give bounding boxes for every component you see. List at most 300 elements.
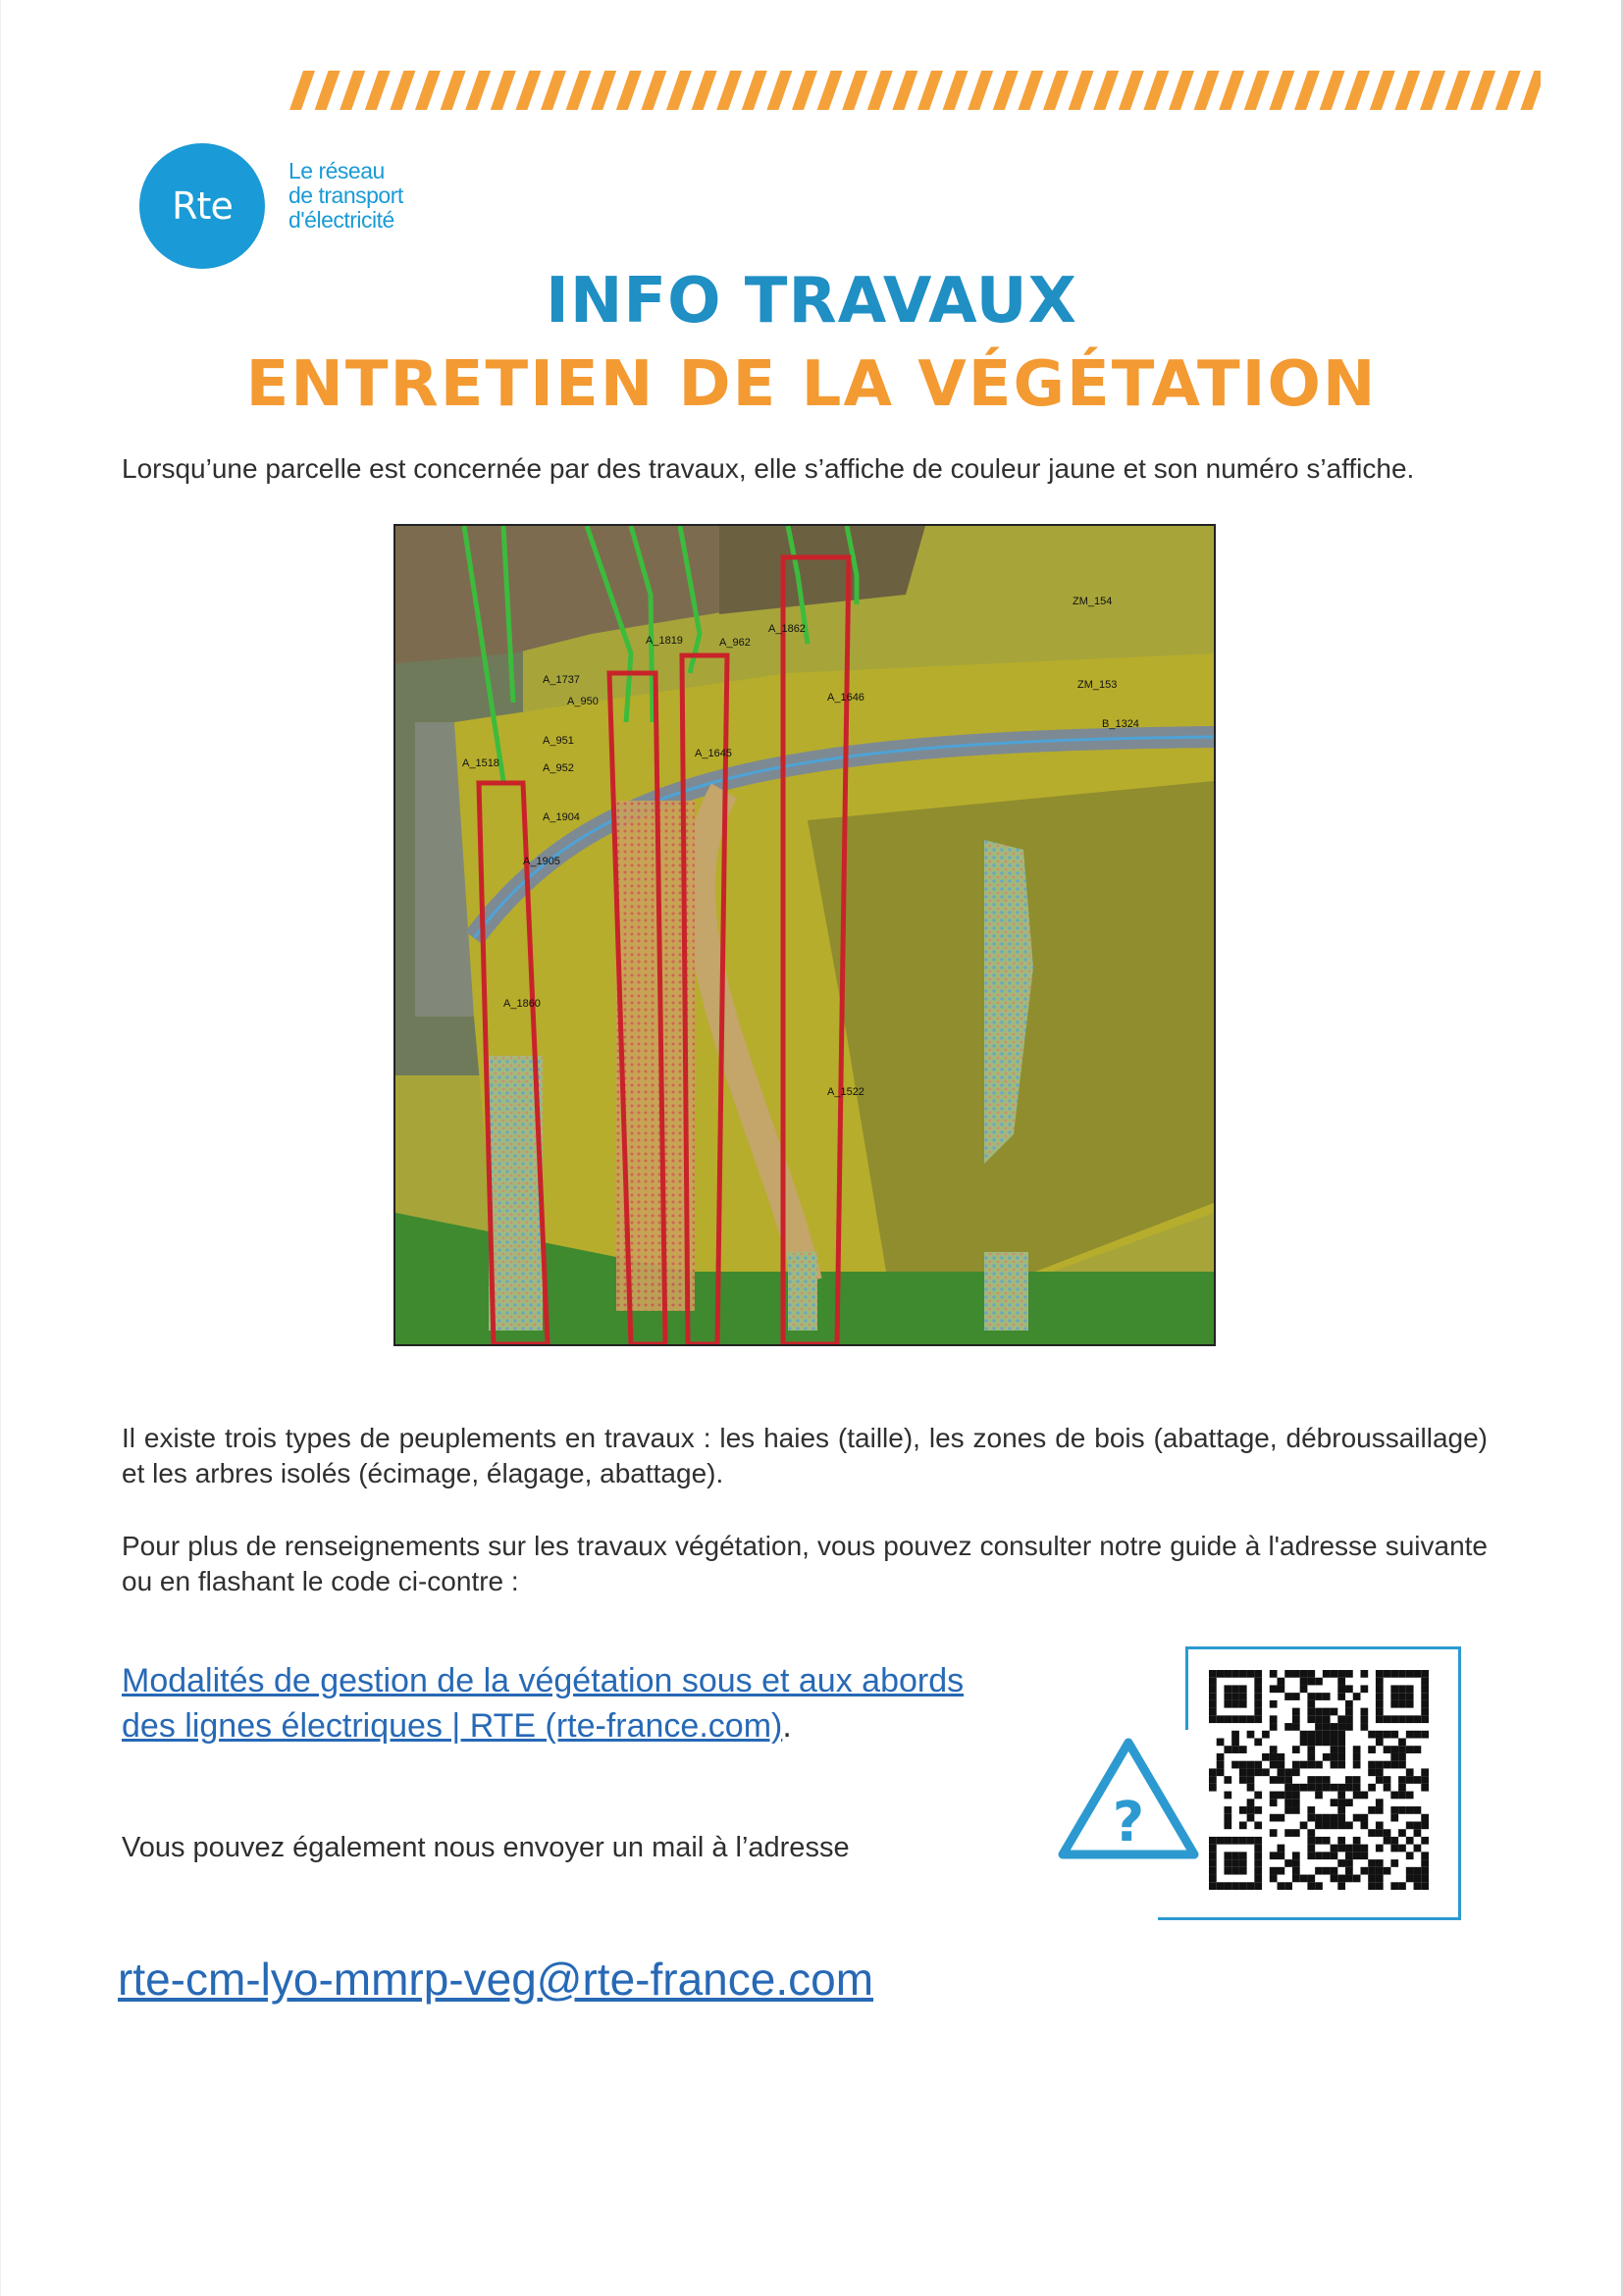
qr-module [1337, 1814, 1345, 1822]
qr-module [1376, 1776, 1384, 1784]
qr-frame-top [1185, 1646, 1458, 1649]
qr-module [1376, 1768, 1384, 1776]
hazard-stripe [1143, 71, 1169, 110]
qr-module [1270, 1715, 1278, 1723]
qr-module [1376, 1867, 1384, 1875]
qr-module [1231, 1670, 1239, 1678]
hazard-stripe [315, 71, 340, 110]
qr-module [1406, 1776, 1414, 1784]
qr-module [1323, 1821, 1331, 1829]
qr-module [1360, 1723, 1368, 1731]
qr-module [1353, 1875, 1361, 1883]
qr-module [1337, 1799, 1345, 1806]
hazard-stripe [716, 71, 742, 110]
qr-module [1254, 1821, 1262, 1829]
hazard-stripe [792, 71, 817, 110]
qr-module [1217, 1761, 1225, 1769]
qr-module [1307, 1746, 1315, 1753]
qr-module [1353, 1814, 1361, 1822]
qr-module [1209, 1700, 1217, 1708]
qr-module [1239, 1761, 1247, 1769]
qr-module [1254, 1715, 1262, 1723]
qr-module [1254, 1875, 1262, 1883]
qr-module [1376, 1799, 1384, 1806]
guide-paragraph: Pour plus de renseignements sur les travaux végétation, vous pouvez consulter notre guide à l'adresse suivante ou en flashant le code ci-contre : [122, 1531, 1488, 1596]
qr-module [1254, 1685, 1262, 1693]
qr-module [1315, 1792, 1323, 1800]
qr-module [1307, 1693, 1315, 1700]
qr-module [1414, 1776, 1422, 1784]
qr-module [1384, 1746, 1391, 1753]
logo-tagline-line: Le réseau [288, 158, 385, 183]
qr-module [1331, 1739, 1338, 1747]
qr-module [1278, 1678, 1285, 1686]
qr-module [1414, 1715, 1422, 1723]
qr-module [1231, 1882, 1239, 1890]
qr-module [1345, 1708, 1353, 1716]
qr-module [1406, 1837, 1414, 1845]
qr-module [1414, 1875, 1422, 1883]
qr-module [1337, 1784, 1345, 1792]
qr-module [1224, 1792, 1231, 1800]
qr-module [1209, 1670, 1217, 1678]
hazard-stripe [1244, 71, 1270, 110]
qr-module [1360, 1715, 1368, 1723]
qr-module [1292, 1715, 1300, 1723]
qr-module [1231, 1746, 1239, 1753]
qr-module [1323, 1784, 1331, 1792]
map-parcel-label: A_1904 [543, 811, 580, 823]
qr-module [1323, 1739, 1331, 1747]
qr-module [1270, 1700, 1278, 1708]
qr-module [1406, 1768, 1414, 1776]
page-subtitle: ENTRETIEN DE LA VÉGÉTATION [245, 348, 1378, 421]
qr-module [1307, 1875, 1315, 1883]
qr-module [1284, 1784, 1292, 1792]
qr-module [1209, 1852, 1217, 1859]
qr-module [1398, 1739, 1406, 1747]
qr-module [1323, 1776, 1331, 1784]
hazard-stripe [1445, 71, 1471, 110]
qr-module [1315, 1852, 1323, 1859]
map-parcel-label: A_1518 [462, 757, 499, 769]
qr-module [1337, 1859, 1345, 1867]
qr-module [1421, 1784, 1429, 1792]
map-parcel-label: B_1324 [1102, 718, 1139, 730]
qr-module [1360, 1821, 1368, 1829]
qr-module [1414, 1867, 1422, 1875]
qr-module [1323, 1852, 1331, 1859]
qr-module [1300, 1685, 1308, 1693]
hazard-stripe [1344, 71, 1370, 110]
qr-module [1384, 1776, 1391, 1784]
qr-module [1239, 1806, 1247, 1814]
qr-module [1337, 1875, 1345, 1883]
qr-module [1337, 1753, 1345, 1761]
qr-module [1390, 1792, 1398, 1800]
warning-question-icon [1055, 1735, 1202, 1862]
qr-module [1247, 1882, 1255, 1890]
qr-module [1398, 1882, 1406, 1890]
qr-module [1345, 1776, 1353, 1784]
qr-module [1254, 1693, 1262, 1700]
qr-module [1292, 1806, 1300, 1814]
qr-module [1323, 1693, 1331, 1700]
qr-module [1406, 1821, 1414, 1829]
qr-module [1337, 1739, 1345, 1747]
hazard-stripe [1219, 71, 1244, 110]
map-parcel-label: A_1862 [768, 623, 806, 635]
qr-module [1414, 1821, 1422, 1829]
hazard-stripe [441, 71, 466, 110]
qr-module [1384, 1761, 1391, 1769]
qr-module [1368, 1746, 1376, 1753]
qr-module [1224, 1715, 1231, 1723]
qr-module [1270, 1761, 1278, 1769]
qr-module [1376, 1700, 1384, 1708]
hazard-stripe [1043, 71, 1069, 110]
qr-module [1390, 1806, 1398, 1814]
qr-module [1254, 1806, 1262, 1814]
qr-module [1224, 1852, 1231, 1859]
qr-module [1247, 1784, 1255, 1792]
qr-module [1278, 1845, 1285, 1852]
qr-module [1300, 1761, 1308, 1769]
qr-module [1270, 1799, 1278, 1806]
hazard-stripe [892, 71, 917, 110]
qr-module [1254, 1837, 1262, 1845]
qr-module [1247, 1731, 1255, 1739]
guide-link-block [122, 1658, 1083, 1748]
qr-module [1353, 1837, 1361, 1845]
qr-module [1284, 1768, 1292, 1776]
qr-module [1368, 1731, 1376, 1739]
qr-module [1307, 1753, 1315, 1761]
map-parcel-label: ZM_154 [1073, 596, 1113, 607]
qr-module [1209, 1845, 1217, 1852]
qr-module [1406, 1685, 1414, 1693]
qr-module [1254, 1708, 1262, 1716]
qr-module [1390, 1814, 1398, 1822]
qr-module [1331, 1723, 1338, 1731]
qr-module [1307, 1784, 1315, 1792]
qr-module [1231, 1715, 1239, 1723]
qr-module [1414, 1845, 1422, 1852]
qr-frame-left [1185, 1646, 1188, 1730]
qr-module [1398, 1784, 1406, 1792]
hazard-stripe [1194, 71, 1220, 110]
qr-module [1360, 1685, 1368, 1693]
qr-module [1231, 1731, 1239, 1739]
page-title: INFO TRAVAUX [546, 265, 1077, 338]
qr-module [1262, 1753, 1270, 1761]
qr-module [1217, 1837, 1225, 1845]
qr-module [1292, 1852, 1300, 1859]
qr-module [1292, 1670, 1300, 1678]
qr-module [1209, 1859, 1217, 1867]
hazard-stripe [943, 71, 969, 110]
qr-module [1421, 1708, 1429, 1716]
qr-module [1262, 1731, 1270, 1739]
qr-module [1239, 1859, 1247, 1867]
qr-module [1421, 1768, 1429, 1776]
qr-module [1414, 1670, 1422, 1678]
guide-link[interactable] [122, 1662, 964, 1745]
qr-module [1376, 1845, 1384, 1852]
qr-module [1337, 1882, 1345, 1890]
qr-module [1217, 1739, 1225, 1747]
qr-module [1398, 1693, 1406, 1700]
qr-module [1337, 1792, 1345, 1800]
qr-module [1231, 1867, 1239, 1875]
types-paragraph: Il existe trois types de peuplements en travaux : les haies (taille), les zones de bois (abattage, débroussaillage) et les arbres isolés (écimage, élagage, abattage). [122, 1423, 1488, 1488]
qr-module [1270, 1852, 1278, 1859]
hazard-stripe [766, 71, 792, 110]
qr-module [1239, 1882, 1247, 1890]
qr-module [1345, 1715, 1353, 1723]
qr-module [1247, 1670, 1255, 1678]
qr-module [1368, 1829, 1376, 1837]
qr-module [1224, 1821, 1231, 1829]
hazard-stripe [365, 71, 391, 110]
qr-module [1292, 1761, 1300, 1769]
hazard-stripe [1495, 71, 1521, 110]
qr-module [1239, 1837, 1247, 1845]
qr-module [1421, 1670, 1429, 1678]
hazard-stripe [1394, 71, 1420, 110]
qr-module [1398, 1806, 1406, 1814]
hazard-stripe [1370, 71, 1395, 110]
guide-link-line: des lignes électriques | RTE (rte-france.com) [122, 1707, 783, 1745]
qr-module [1315, 1867, 1323, 1875]
hazard-stripe [1470, 71, 1495, 110]
qr-module [1331, 1814, 1338, 1822]
qr-module [1247, 1814, 1255, 1822]
qr-module [1323, 1753, 1331, 1761]
qr-module [1384, 1784, 1391, 1792]
qr-module [1337, 1685, 1345, 1693]
hazard-stripe [1269, 71, 1294, 110]
qr-module [1209, 1784, 1217, 1792]
qr-module [1368, 1761, 1376, 1769]
qr-module [1345, 1845, 1353, 1852]
hazard-stripe [692, 71, 717, 110]
map-parcel-label: A_951 [543, 735, 574, 747]
qr-module [1331, 1708, 1338, 1716]
qr-module [1331, 1799, 1338, 1806]
qr-module [1315, 1837, 1323, 1845]
qr-module [1300, 1678, 1308, 1686]
qr-module [1209, 1882, 1217, 1890]
qr-module [1360, 1792, 1368, 1800]
qr-module [1376, 1806, 1384, 1814]
qr-module [1292, 1768, 1300, 1776]
qr-module [1224, 1700, 1231, 1708]
qr-module [1406, 1746, 1414, 1753]
hazard-stripe [641, 71, 666, 110]
qr-module [1331, 1845, 1338, 1852]
qr-module [1315, 1814, 1323, 1822]
qr-module [1292, 1792, 1300, 1800]
qr-module [1307, 1739, 1315, 1747]
qr-module [1209, 1837, 1217, 1845]
qr-module [1270, 1829, 1278, 1837]
qr-module [1270, 1753, 1278, 1761]
qr-module [1231, 1685, 1239, 1693]
qr-module [1421, 1867, 1429, 1875]
qr-module [1368, 1859, 1376, 1867]
map-parcel-label: A_1860 [503, 998, 541, 1010]
qr-module [1254, 1852, 1262, 1859]
qr-module [1384, 1837, 1391, 1845]
hazard-stripe [340, 71, 365, 110]
email-link[interactable]: rte-cm-lyo-mmrp-veg@rte-france.com [118, 1954, 874, 2005]
qr-module [1337, 1837, 1345, 1845]
qr-module [1315, 1739, 1323, 1747]
qr-module [1217, 1670, 1225, 1678]
qr-module [1376, 1875, 1384, 1883]
qr-module [1292, 1799, 1300, 1806]
qr-module [1315, 1708, 1323, 1716]
qr-module [1284, 1806, 1292, 1814]
qr-module [1307, 1829, 1315, 1837]
qr-module [1254, 1739, 1262, 1747]
qr-module [1376, 1693, 1384, 1700]
qr-module [1284, 1776, 1292, 1784]
qr-module [1345, 1852, 1353, 1859]
qr-module [1224, 1867, 1231, 1875]
hazard-stripe [289, 71, 315, 110]
qr-module [1224, 1693, 1231, 1700]
qr-module [1360, 1814, 1368, 1822]
qr-module [1300, 1875, 1308, 1883]
qr-module [1315, 1761, 1323, 1769]
map-parcel-label: ZM_153 [1077, 679, 1118, 691]
qr-module [1384, 1829, 1391, 1837]
qr-module [1414, 1806, 1422, 1814]
qr-module [1384, 1731, 1391, 1739]
intro-paragraph: Lorsqu’une parcelle est concernée par des travaux, elle s’affiche de couleur jaune et son numéro s’affiche. [122, 453, 1415, 484]
qr-module [1217, 1753, 1225, 1761]
hazard-stripes [289, 71, 1541, 110]
map-parcel-label: A_1819 [646, 635, 683, 647]
qr-module [1421, 1821, 1429, 1829]
map-parcel-label: A_962 [719, 637, 751, 649]
qr-module [1337, 1845, 1345, 1852]
qr-module [1254, 1867, 1262, 1875]
qr-module [1323, 1867, 1331, 1875]
qr-module [1247, 1799, 1255, 1806]
qr-module [1390, 1761, 1398, 1769]
qr-module [1345, 1670, 1353, 1678]
qr-module [1254, 1792, 1262, 1800]
hazard-stripe [1169, 71, 1194, 110]
qr-module [1278, 1882, 1285, 1890]
guide-link-suffix: . [782, 1707, 792, 1745]
qr-module [1254, 1882, 1262, 1890]
qr-module [1331, 1852, 1338, 1859]
qr-module [1331, 1875, 1338, 1883]
qr-code-icon[interactable] [1209, 1670, 1429, 1890]
hazard-stripe [541, 71, 566, 110]
qr-module [1376, 1739, 1384, 1747]
qr-module [1421, 1715, 1429, 1723]
map-parcel-label: A_1646 [827, 692, 864, 704]
qr-module [1307, 1837, 1315, 1845]
qr-module [1406, 1792, 1414, 1800]
qr-module [1353, 1761, 1361, 1769]
hazard-stripe [616, 71, 642, 110]
qr-module [1345, 1875, 1353, 1883]
hazard-stripe [666, 71, 692, 110]
qr-module [1406, 1867, 1414, 1875]
qr-module [1209, 1768, 1217, 1776]
qr-module [1278, 1867, 1285, 1875]
qr-module [1315, 1784, 1323, 1792]
qr-module [1292, 1829, 1300, 1837]
qr-module [1209, 1715, 1217, 1723]
qr-module [1345, 1867, 1353, 1875]
qr-module [1284, 1882, 1292, 1890]
hazard-stripe [1294, 71, 1320, 110]
qr-module [1224, 1814, 1231, 1822]
qr-module [1390, 1837, 1398, 1845]
qr-module [1278, 1768, 1285, 1776]
qr-module [1406, 1852, 1414, 1859]
hazard-stripe [515, 71, 541, 110]
qr-module [1323, 1814, 1331, 1822]
map-parcel-label: A_1522 [827, 1086, 864, 1098]
qr-module [1376, 1731, 1384, 1739]
qr-module [1337, 1746, 1345, 1753]
qr-module [1254, 1670, 1262, 1678]
qr-module [1284, 1670, 1292, 1678]
qr-module [1376, 1761, 1384, 1769]
guide-link-line: Modalités de gestion de la végétation sous et aux abords [122, 1662, 965, 1699]
qr-module [1406, 1700, 1414, 1708]
qr-module [1217, 1715, 1225, 1723]
qr-module [1270, 1685, 1278, 1693]
qr-module [1270, 1867, 1278, 1875]
qr-module [1254, 1678, 1262, 1686]
qr-module [1239, 1768, 1247, 1776]
qr-module [1239, 1700, 1247, 1708]
qr-module [1307, 1708, 1315, 1716]
qr-module [1315, 1776, 1323, 1784]
qr-module [1345, 1685, 1353, 1693]
qr-module [1307, 1882, 1315, 1890]
qr-module [1421, 1852, 1429, 1859]
qr-module [1315, 1882, 1323, 1890]
qr-module [1292, 1867, 1300, 1875]
qr-module [1307, 1700, 1315, 1708]
qr-module [1247, 1761, 1255, 1769]
qr-module [1231, 1859, 1239, 1867]
qr-module [1376, 1678, 1384, 1686]
qr-module [1315, 1821, 1323, 1829]
qr-module [1398, 1761, 1406, 1769]
qr-module [1421, 1700, 1429, 1708]
qr-module [1254, 1845, 1262, 1852]
qr-module [1398, 1829, 1406, 1837]
qr-module [1406, 1693, 1414, 1700]
qr-module [1353, 1792, 1361, 1800]
qr-module [1376, 1685, 1384, 1693]
hazard-stripe [1119, 71, 1144, 110]
qr-module [1376, 1708, 1384, 1716]
svg-text:?: ? [1112, 1791, 1145, 1854]
map-parcel-label: A_1737 [543, 674, 580, 686]
